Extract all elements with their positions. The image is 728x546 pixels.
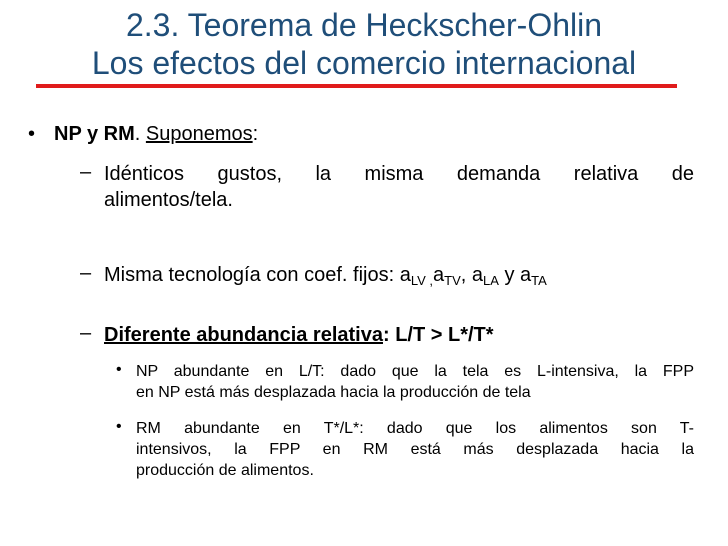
sub-1-line-1: NP abundante en L/T: dado que la tela es L-intensiva, la FPP: [136, 363, 694, 380]
item-tecnologia: [104, 262, 694, 294]
bullet-suponemos: Suponemos: [145, 123, 253, 145]
dash-3: –: [80, 322, 92, 344]
item-abundancia: [104, 322, 694, 348]
sub-2-line-2: intensivos, la FPP en RM está más desplazada hacia la: [136, 441, 694, 458]
sub-2-line-3: producción de alimentos.: [136, 462, 314, 479]
item-identicos: [104, 161, 694, 213]
item-2-a: a: [433, 264, 445, 286]
sub-lv: LV: [410, 273, 426, 288]
sub-item-np: [136, 361, 694, 403]
bullet-lead: NP y RM: [54, 123, 135, 145]
item-2-comma-a: , a: [460, 264, 483, 286]
sub-1-line-2: en NP está más desplazada hacia la producción de tela: [136, 384, 531, 401]
main-bullet-text: [54, 121, 258, 147]
item-2-y-a: y a: [498, 264, 532, 286]
title-line-2: Los efectos del comercio internacional: [91, 45, 637, 81]
item-3-rest: : L/T > L*/T*: [382, 324, 494, 346]
sub-comma: ,: [425, 273, 433, 288]
bullet-dot: •: [28, 123, 36, 145]
item-3-underlined: Diferente abundancia relativa: [104, 324, 383, 346]
sub-ta: TA: [531, 273, 547, 288]
item-1-line-2: alimentos/tela.: [104, 189, 233, 211]
bullet-colon: :: [252, 123, 259, 145]
dash-2: –: [80, 262, 92, 284]
slide-title: [0, 6, 728, 82]
sub-bullet-dot-1: •: [116, 361, 122, 378]
item-1-line-1: Idénticos gustos, la misma demanda relativa de: [104, 163, 694, 185]
bullet-period: .: [134, 123, 141, 145]
sub-2-line-1: RM abundante en T*/L*: dado que los alimentos son T-: [136, 420, 694, 437]
title-line-1: 2.3. Teorema de Heckscher-Ohlin: [125, 7, 603, 43]
item-2-pre: Misma tecnología con coef. fijos: a: [104, 264, 411, 286]
sub-tv: TV: [444, 273, 461, 288]
sub-item-rm: [136, 418, 694, 481]
sub-la: LA: [483, 273, 499, 288]
dash-1: –: [80, 161, 92, 183]
title-underline-rule: [36, 84, 677, 88]
sub-bullet-dot-2: •: [116, 418, 122, 435]
